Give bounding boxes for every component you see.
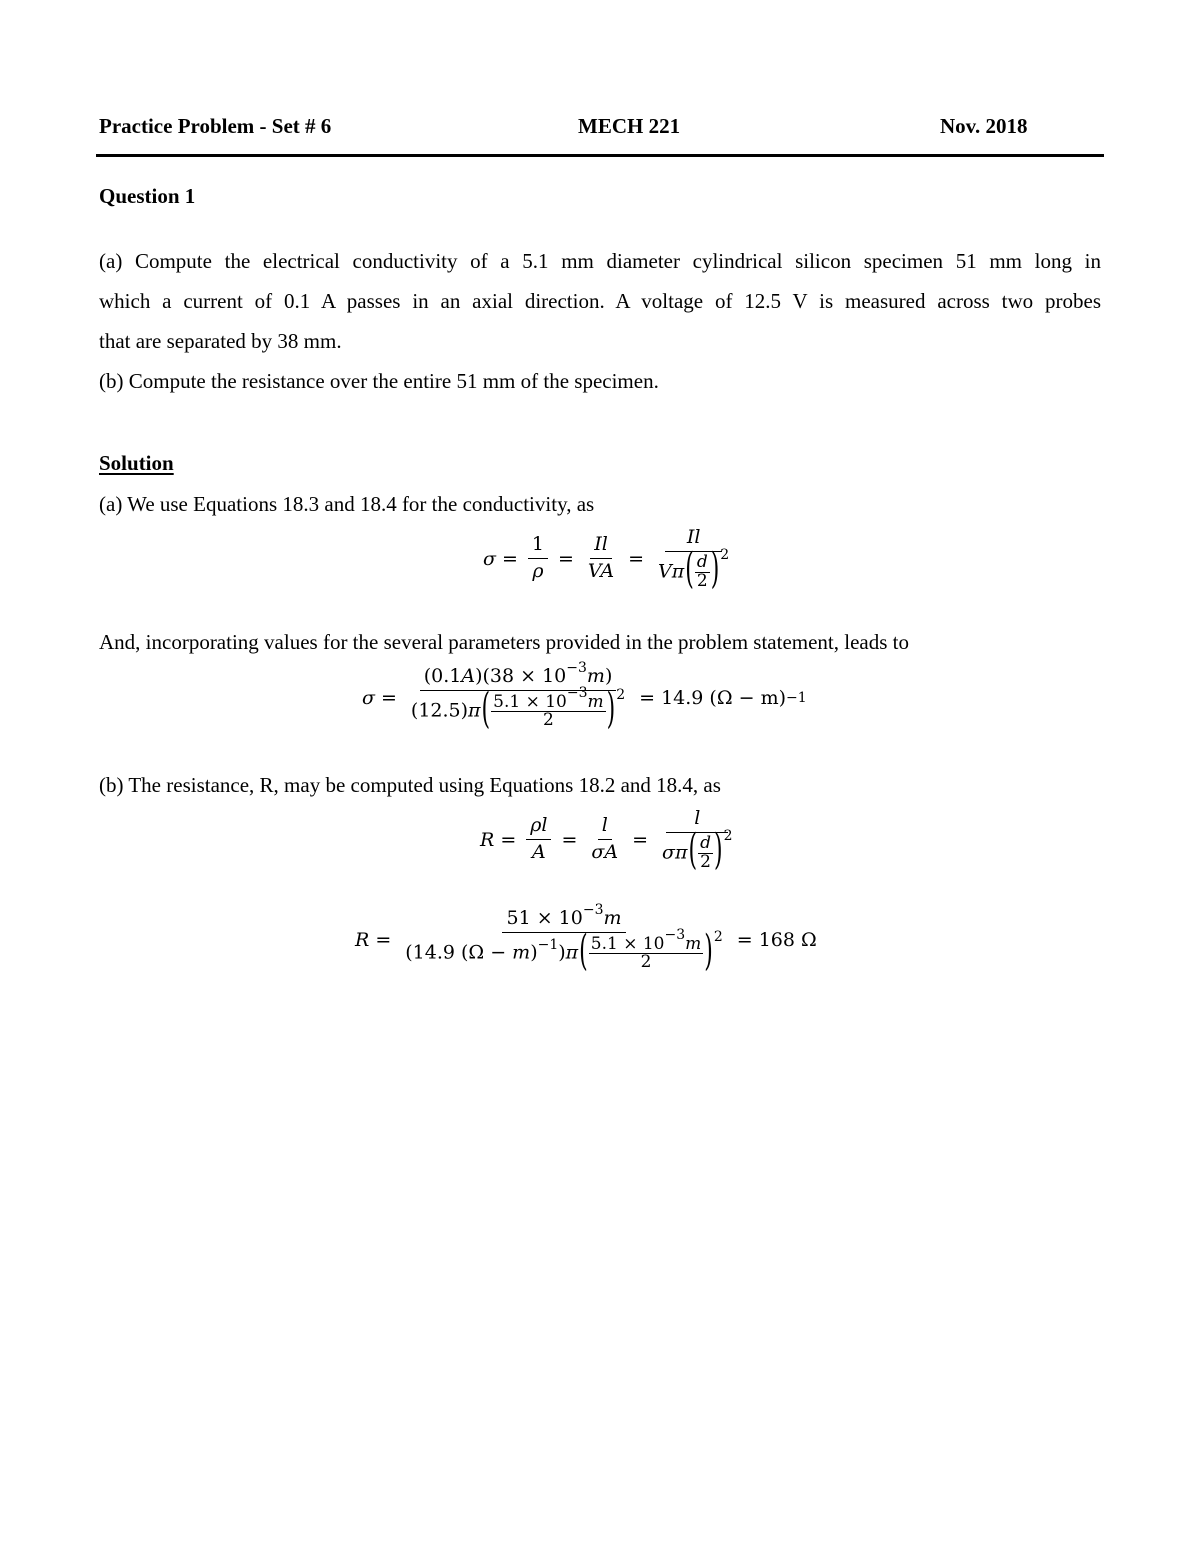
question-b-line: (b) Compute the resistance over the entire 51 mm of the specimen. [99, 369, 659, 393]
solution-b-intro: (b) The resistance, R, may be computed using Equations 18.2 and 18.4, as [99, 773, 721, 797]
question-a-line-1: (a) Compute the electrical conductivity of a 5.1 mm diameter cylindrical silicon specimen 51 mm long in [99, 249, 1101, 273]
question-title: Question 1 [99, 184, 196, 208]
solution-a-intro: (a) We use Equations 18.3 and 18.4 for the conductivity, as [99, 492, 595, 516]
equation-resistance-numeric: R = $51 \times 10^{-3}m$ (14.9 $(\Omega - m)^{-1})\pi$( $\frac{5.1 \times 10^{-3}m}{2}$ )$^2$ = 168 Ω [355, 902, 817, 976]
header-center: MECH 221 [578, 114, 681, 138]
conductivity-result: 14.9 (Ω − m) [661, 687, 787, 710]
resistance-result: 168 Ω [758, 929, 817, 952]
equation-resistance-formula: R = $\frac{\rho l}{A}$ = $\frac{l}{\sigma A}$ = l σπ( $\frac{d}{2}$ )$^2$ [480, 807, 733, 876]
header-right: Nov. 2018 [940, 114, 1028, 138]
header-left: Practice Problem - Set # 6 [99, 114, 332, 138]
equation-conductivity-numeric: σ = $(0.1A)(38 \times 10^{-3}m)$ (12.5)π( $\frac{5.1 \times 10^{-3}m}{2}$ )$^2$ = 14.9 (Ω − m) −1 [362, 660, 807, 734]
solution-a-values-intro: And, incorporating values for the several parameters provided in the problem statement, leads to [99, 630, 909, 654]
header-rule [96, 154, 1104, 157]
question-a-line-3: that are separated by 38 mm. [99, 329, 342, 353]
question-a-line-2: which a current of 0.1 A passes in an axial direction. A voltage of 12.5 V is measured across two probes [99, 289, 1101, 313]
solution-title: Solution [99, 451, 174, 475]
equation-conductivity-formula: σ = $\frac{1}{\rho}$ = $\frac{Il}{VA}$ = Il Vπ( $\frac{d}{2}$ )$^2$ [483, 526, 730, 595]
